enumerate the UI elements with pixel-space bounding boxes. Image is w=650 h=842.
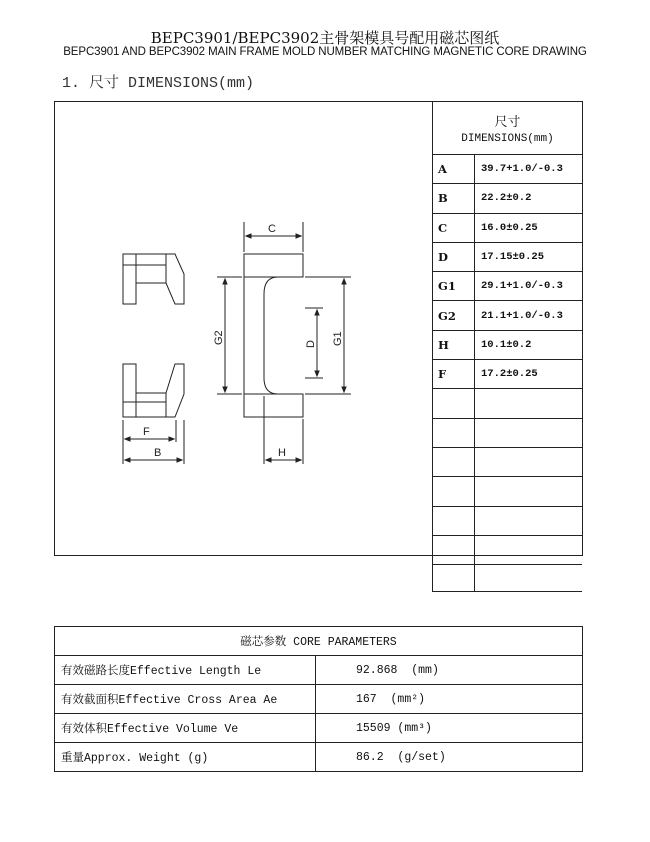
table-row: C 16.0±0.25 [433, 213, 583, 242]
core-parameters-header: 磁芯参数 CORE PARAMETERS [55, 627, 583, 656]
label-d: D [305, 340, 317, 348]
table-row: D 17.15±0.25 [433, 242, 583, 271]
label-h: H [278, 447, 286, 459]
empty-row [433, 477, 583, 506]
table-row: 有效磁路长度Effective Length Le 92.868 (mm) [55, 656, 583, 685]
core-parameters-table [54, 626, 583, 772]
empty-row [433, 418, 583, 447]
core-side-view [123, 254, 184, 417]
table-row: H 10.1±0.2 [433, 330, 583, 359]
empty-row [433, 389, 583, 418]
table-row: 有效截面积Effective Cross Area Ae 167 (mm²) [55, 685, 583, 714]
label-g1: G1 [332, 331, 344, 346]
table-row: G1 29.1+1.0/-0.3 [433, 272, 583, 301]
empty-row [433, 535, 583, 564]
document-title-en: BEPC3901 AND BEPC3902 MAIN FRAME MOLD NUMBER MATCHING MAGNETIC CORE DRAWING [63, 46, 587, 58]
empty-row [433, 506, 583, 535]
table-row: F 17.2±0.25 [433, 360, 583, 389]
label-f: F [143, 426, 150, 438]
document-title-cn: BEPC3901/BEPC3902主骨架模具号配用磁芯图纸 [150, 29, 500, 47]
table-row: G2 21.1+1.0/-0.3 [433, 301, 583, 330]
dimensions-header: 尺寸 DIMENSIONS(mm) [433, 102, 583, 155]
table-row: B 22.2±0.2 [433, 184, 583, 213]
table-row: 重量Approx. Weight (g) 86.2 (g/set) [55, 743, 583, 772]
core-front-view [244, 254, 303, 417]
empty-row [433, 565, 583, 592]
table-row: A 39.7+1.0/-0.3 [433, 155, 583, 184]
dimensions-table [432, 102, 582, 592]
dimensions-panel [54, 101, 583, 556]
label-b: B [154, 447, 162, 459]
label-c: C [268, 223, 276, 235]
label-g2: G2 [213, 330, 225, 345]
table-row: 有效体积Effective Volume Ve 15509 (mm³) [55, 714, 583, 743]
core-drawing [55, 102, 433, 554]
section-heading: 1. 尺寸 DIMENSIONS(mm) [62, 75, 255, 92]
empty-row [433, 447, 583, 476]
